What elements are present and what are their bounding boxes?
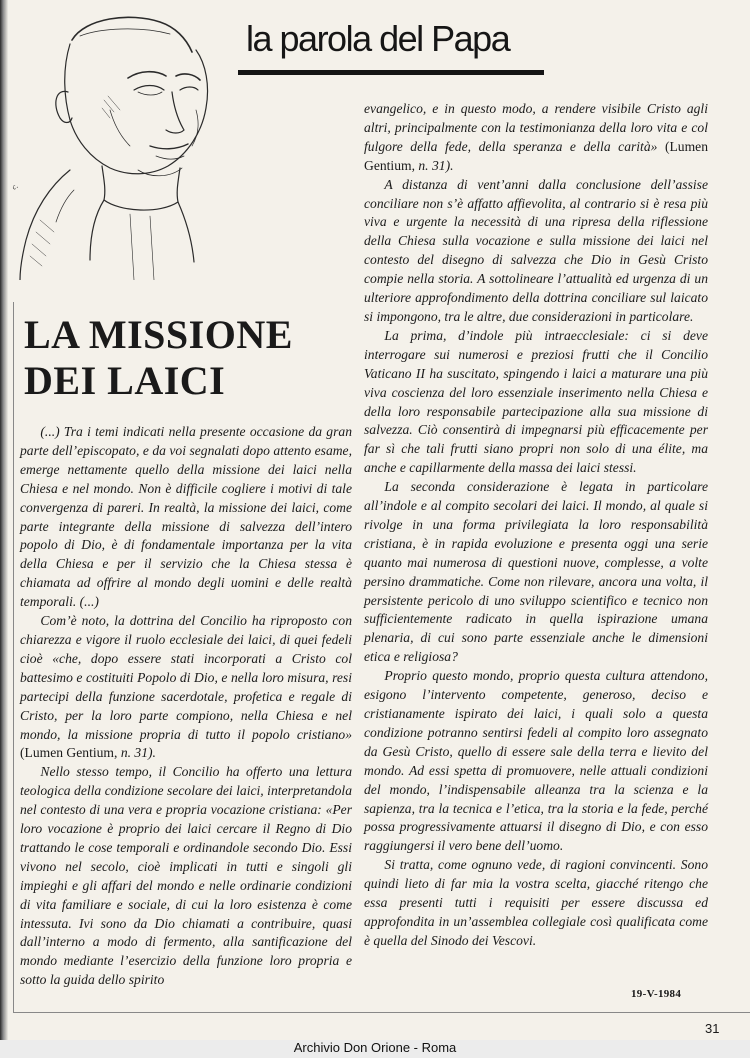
citation-source: (Lumen Gentium, <box>364 138 708 173</box>
scan-binding-edge <box>0 0 8 1058</box>
article-column-right <box>364 100 708 951</box>
article-title <box>24 312 324 404</box>
paragraph: La seconda considerazione è legata in particolare all’indole e al compito secolari dei laici. Il mondo, al quale si rivolge in una forma privilegiata la loro responsabilità cristiana, è in rapida evoluzione e presenta oggi una serie quanto mai numerosa di questioni nuove, complesse, a volte persino drammatiche. Come non rilevare, ancora una volta, il persistente pericolo di uno sviluppo scientifico e tecnico non sufficientemente radicato in quella ispirazione umana plenaria, di cui sono parte essenziale anche le dimensioni etica e religiosa? <box>364 479 708 665</box>
header-rule <box>238 70 544 75</box>
citation-source: (Lumen Gentium, <box>20 745 121 761</box>
paragraph: La prima, d’indole più intraecclesiale: ci si deve interrogare sui numerosi e preziosi frutti che il Concilio Vaticano II ha suscitato, spingendo i laici a maturare una più viva coscienza del loro essenziale inserimento nella Chiesa e della loro responsabile partecipazione alla sua missione di salvezza. Ciò consentirà di impegnarsi più efficacemente per far sì che tali frutti siano propri non solo di una élite, ma anche e capillarmente della massa dei laici stessi. <box>364 327 708 476</box>
paragraph: Proprio questo mondo, proprio questa cultura attendono, esigono l’intervento competente, generoso, deciso e cristianamente ispirato dei laici, i quali solo a questa condizione potranno sentirsi fedeli al compito loro assegnato da Gesù Cristo, quello di essere sale della terra e lievito del mondo. Ad essi spetta di promuovere, nelle attuali condizioni del mondo, l’indispensabile alleanza tra la scienza e la sapienza, tra la tecnica e l’etica, tra la storia e la fede, perché possa progressivamente attuarsi il disegno di Dio, e con esso raggiungersi il vero bene dell’uomo. <box>364 668 708 854</box>
column-header-title: la parola del Papa <box>246 18 510 59</box>
paragraph <box>20 612 352 763</box>
page-number: 31 <box>705 1021 720 1036</box>
article-title-line-1: LA MISSIONE <box>24 312 293 357</box>
paragraph: Si tratta, come ognuno vede, di ragioni convincenti. Sono quindi lieto di far mia la vostra scelta, giacché ritengo che essa presenti tutti i requisiti per essere discussa ed approfondita in un’assemblea collegiale così qualificata come è quella del Sinodo dei Vescovi. <box>364 857 708 948</box>
pope-portrait-illustration <box>10 0 220 280</box>
svg-text:c.: c. <box>10 181 20 192</box>
paragraph-text: Com’è noto, la dottrina del Concilio ha riproposto con chiarezza e vigore il ruolo ecclesiale dei laici, di quei fedeli cioè «che, dopo essere stati incorporati a Cristo col battesimo e costituiti Popolo di Dio, e nella loro misura, resi partecipi della funzione sacerdotale, profetica e regale di Cristo, per la loro parte compiono, nella Chiesa e nel mondo, la missione propria di tutto il popolo cristiano» <box>20 613 352 742</box>
citation-ref: n. 31). <box>418 157 454 173</box>
paragraph: (...) Tra i temi indicati nella presente occasione da gran parte dell’episcopato, e da voi segnalati dopo attento esame, emerge nettamente quello della missione dei laici nella Chiesa e nel mondo. Non è difficile cogliere i motivi di tale convergenza di pareri. In realtà, la missione dei laici, come parte integrante della missione di salvezza dell’intero popolo di Dio, è di fondamentale importanza per la vita della Chiesa e per il servizio che la Chiesa stessa è chiamata ad offrire al mondo degli uomini e delle realtà temporali. (...) <box>20 424 352 610</box>
citation-ref: n. 31). <box>120 745 156 761</box>
paragraph: Nello stesso tempo, il Concilio ha offerto una lettura teologica della condizione secolare dei laici, interpretandola nel contesto di una vera e propria vocazione cristiana: «Per loro vocazione è proprio dei laici cercare il Regno di Dio trattando le cose temporali e ordinandole secondo Dio. Essi vivono nel secolo, cioè implicati in tutti e singoli gli impieghi e gli affari del mondo e nelle ordinarie condizioni di vita familiare e sociale, di cui la loro esistenza è come intessuta. Ivi sono da Dio chiamati a contribuire, quasi dall’interno a modo di fermento, alla santificazione del mondo mediante l’esercizio della funzione loro propria e sotto la guida dello spirito <box>20 764 352 988</box>
paragraph: A distanza di vent’anni dalla conclusione dell’assise conciliare non s’è affatto affievolita, al contrario si è resa più viva e urgente la necessità di una ripresa della riflessione della Chiesa sulla vocazione e sulla missione dei laici nel contesto del disegno di salvezza che Dio in Gesù Cristo compie nella storia. A sottolineare l’attualità ed urgenza di un ulteriore approfondimento della dottrina conciliare sul laicato si impongono, tra le altre, due considerazioni in particolare. <box>364 176 708 324</box>
article-column-left <box>20 423 352 990</box>
paragraph-text: evangelico, e in questo modo, a rendere visibile Cristo agli altri, principalmente con la testimonianza della loro vita e col fulgore della fede, della speranza e della carità» <box>364 101 708 154</box>
article-date: 19-V-1984 <box>631 988 682 1000</box>
article-title-line-2: DEI LAICI <box>24 358 226 403</box>
archive-watermark: Archivio Don Orione - Roma <box>293 1040 457 1055</box>
paragraph <box>364 100 708 176</box>
